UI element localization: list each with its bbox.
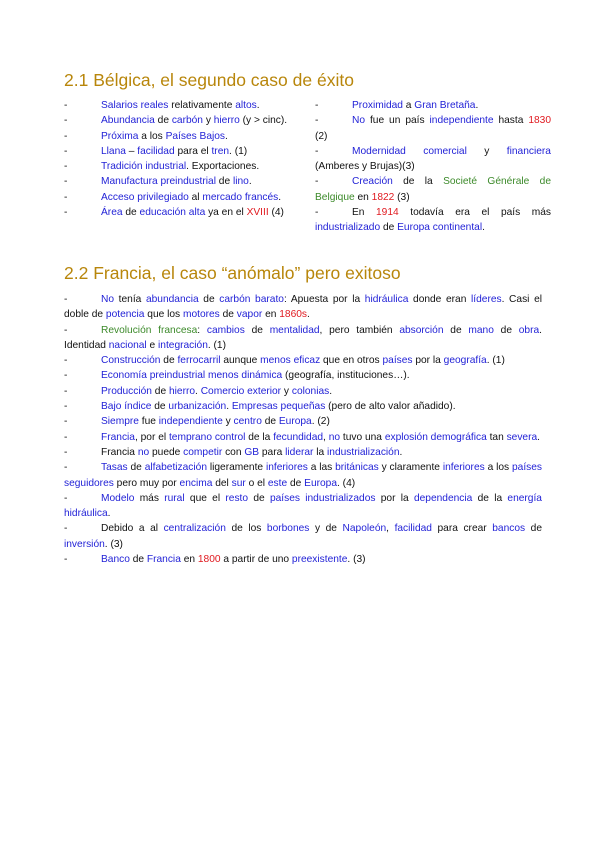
text-run: de <box>127 462 145 474</box>
text-run: En <box>352 207 377 219</box>
text-run: de <box>151 385 169 397</box>
bullet-text <box>64 131 228 142</box>
text-run: fecundidad <box>273 431 324 443</box>
text-run: de <box>380 222 398 234</box>
text-run: resto <box>225 492 249 504</box>
bullet-item <box>64 399 542 414</box>
text-run: Acceso privilegiado <box>101 191 189 203</box>
text-run: altos <box>235 100 257 111</box>
text-run: Creación <box>352 176 393 188</box>
text-run: integración <box>158 339 208 351</box>
bullet-dash: - <box>64 100 68 111</box>
bullet-dash: - <box>64 294 68 305</box>
text-run: a <box>402 100 415 111</box>
belgica-left-column <box>64 98 305 220</box>
bullet-text <box>64 100 260 111</box>
text-run: países <box>382 355 413 367</box>
text-run: Área <box>101 207 123 219</box>
text-run: Comercio exterior <box>200 385 282 397</box>
text-run: ligeramente <box>207 462 266 474</box>
text-run: 1830 <box>528 115 551 127</box>
bullet-dash: - <box>315 100 319 111</box>
text-run: de <box>215 176 233 188</box>
text-run: dependencia <box>413 492 473 504</box>
bullet-text <box>64 447 402 458</box>
text-run: Europa continental <box>397 222 483 234</box>
text-run: explosión demográfica <box>384 431 487 443</box>
text-run: y <box>281 385 292 397</box>
text-run: financiera <box>506 145 551 157</box>
text-run: al <box>188 191 203 203</box>
bullet-dash: - <box>64 385 68 397</box>
text-run: potencia <box>105 309 145 321</box>
text-run: de <box>244 324 270 336</box>
text-run: . <box>226 401 232 413</box>
text-run: industrializado <box>315 222 381 234</box>
text-run: Abundancia <box>101 115 155 127</box>
text-run: Tradición industrial <box>101 161 187 173</box>
bullet-text <box>64 554 366 565</box>
text-run: vapor <box>236 309 263 321</box>
text-run: tan <box>486 431 507 443</box>
text-run: Economía preindustrial menos dinámica <box>101 370 283 382</box>
text-run: Debido a al <box>101 523 164 535</box>
text-run: . Identidad <box>64 324 542 351</box>
text-run: Francia <box>146 554 181 566</box>
section-heading-belgica: 2.1 Bélgica, el segundo caso de éxito <box>64 70 354 90</box>
text-run: : <box>197 324 207 336</box>
text-run: de <box>493 324 519 336</box>
section-heading-francia: 2.2 Francia, el caso “anómalo” pero exitoso <box>64 263 401 283</box>
text-run: . (3) <box>347 554 366 566</box>
text-run: . (1) <box>229 145 248 157</box>
text-run: alfabetización <box>144 462 207 474</box>
text-run: fue un país <box>365 115 430 127</box>
bullet-dash: - <box>64 446 68 458</box>
bullet-text <box>64 176 252 187</box>
text-run: que los <box>144 309 183 321</box>
text-run: rural <box>164 492 185 504</box>
text-run: y <box>466 145 507 157</box>
bullet-item <box>64 98 305 113</box>
bullet-dash: - <box>64 492 68 504</box>
text-run: países seguidores <box>64 462 542 489</box>
bullet-item <box>64 113 305 128</box>
text-run: (geografía, instituciones…). <box>282 370 410 382</box>
bullet-item <box>315 98 551 113</box>
text-run: no <box>328 431 341 443</box>
text-run: centro <box>233 416 262 428</box>
text-run: inferiores <box>442 462 485 474</box>
text-run: aunque <box>220 355 261 367</box>
text-run: . Exportaciones. <box>186 161 260 173</box>
bullet-item <box>315 205 551 236</box>
text-run: Bajo índice <box>101 401 152 413</box>
text-run: . <box>475 100 479 111</box>
bullet-dash: - <box>64 176 68 188</box>
text-run: no <box>137 446 150 458</box>
bullet-dash: - <box>64 161 68 173</box>
text-run: . <box>107 508 111 520</box>
text-run: donde eran <box>408 294 472 305</box>
text-run: educación alta <box>139 207 206 219</box>
text-run: Revolución francesa <box>101 324 198 336</box>
bullet-text <box>315 100 478 111</box>
text-run: . <box>195 385 201 397</box>
text-run: sur <box>231 477 246 489</box>
text-run: la <box>313 446 328 458</box>
text-run: tuvo una <box>340 431 385 443</box>
bullet-item <box>64 430 542 445</box>
text-run: . (1) <box>486 355 505 367</box>
text-run: obra <box>518 324 540 336</box>
bullet-dash: - <box>64 207 68 219</box>
text-run: a partir de uno <box>220 554 292 566</box>
text-run: inferiores <box>265 462 308 474</box>
bullet-text <box>64 386 332 397</box>
text-run: Próxima <box>101 130 139 142</box>
francia-bullet-list <box>64 292 542 567</box>
bullet-text <box>64 355 505 366</box>
text-run: que en otros <box>320 355 383 367</box>
text-run: de los <box>225 523 267 535</box>
text-run: . <box>256 100 260 111</box>
bullet-item <box>315 113 551 144</box>
text-run: (Amberes y Brujas)(3) <box>315 161 415 173</box>
bullet-item <box>64 129 305 144</box>
bullet-text <box>64 523 542 549</box>
bullet-text <box>64 115 287 126</box>
text-run: en <box>262 309 280 321</box>
text-run: de <box>122 207 140 219</box>
text-run: Societé Générale de Belgique <box>315 176 551 203</box>
bullet-item <box>64 190 305 205</box>
bullet-dash: - <box>64 416 68 428</box>
bullet-dash: - <box>64 355 68 367</box>
text-run: No <box>101 294 115 305</box>
text-run: . (2) <box>311 416 330 428</box>
text-run: temprano control <box>168 431 246 443</box>
text-run: competir <box>183 446 223 458</box>
bullet-item <box>64 414 542 429</box>
bullet-dash: - <box>64 523 68 535</box>
text-run: hierro <box>168 385 196 397</box>
bullet-text <box>315 115 551 141</box>
bullet-item <box>315 174 551 205</box>
text-run: del <box>212 477 232 489</box>
bullet-dash: - <box>315 115 319 127</box>
text-run: independiente <box>158 416 223 428</box>
bullet-item <box>64 174 305 189</box>
text-run: para el <box>174 145 212 157</box>
bullet-item <box>64 368 542 383</box>
bullet-item <box>64 353 542 368</box>
text-run: Europa <box>278 416 312 428</box>
text-run: todavía era el país más <box>398 207 551 219</box>
text-run: . <box>399 446 403 458</box>
text-run: industrialización <box>327 446 400 458</box>
text-run: o el <box>245 477 268 489</box>
text-run: ya en el <box>205 207 247 219</box>
bullet-item <box>64 445 542 460</box>
text-run: e <box>146 339 159 351</box>
text-run: . (3) <box>104 538 123 550</box>
text-run: Francia <box>101 446 138 458</box>
text-run: y <box>202 115 214 127</box>
text-run: nacional <box>108 339 147 351</box>
text-run: mano <box>468 324 494 336</box>
text-run: , <box>386 523 395 535</box>
text-run: países industrializados <box>269 492 376 504</box>
text-run: – <box>125 145 138 157</box>
bullet-dash: - <box>315 145 319 157</box>
text-run: . <box>248 176 252 188</box>
text-run: mercado francés <box>202 191 279 203</box>
bullet-item <box>64 460 542 491</box>
bullet-text <box>64 432 540 443</box>
text-run: Construcción <box>101 355 161 367</box>
text-run: motores <box>182 309 220 321</box>
text-run: a los <box>138 130 166 142</box>
text-run: líderes <box>471 294 502 305</box>
text-run: bancos <box>492 523 526 535</box>
text-run: Llana <box>101 145 126 157</box>
text-run: mentalidad <box>269 324 320 336</box>
text-run: relativamente <box>168 100 236 111</box>
text-run: : Apuesta por la <box>283 294 365 305</box>
bullet-text <box>64 294 542 320</box>
text-run: XVIII <box>246 207 269 219</box>
text-run: que el <box>184 492 226 504</box>
text-run: cambios <box>206 324 245 336</box>
text-run: en <box>354 191 372 203</box>
bullet-item <box>64 205 305 220</box>
text-run: Gran Bretaña <box>414 100 476 111</box>
text-run: . <box>225 130 228 142</box>
text-run: absorción <box>399 324 444 336</box>
text-run: y claramente <box>378 462 443 474</box>
text-run: para <box>259 446 286 458</box>
text-run: en <box>180 554 198 566</box>
text-run: , por el <box>134 431 169 443</box>
bullet-text <box>64 401 456 412</box>
text-run: tenía <box>114 294 146 305</box>
text-run: hasta <box>493 115 529 127</box>
text-run: facilidad <box>394 523 432 535</box>
text-run: energía hidráulica <box>64 492 542 520</box>
text-run: abundancia <box>145 294 199 305</box>
bullet-item <box>64 384 542 399</box>
bullet-text <box>315 207 551 233</box>
bullet-text <box>315 146 551 172</box>
text-run: hierro <box>213 115 240 127</box>
text-run: 1860s <box>279 309 308 321</box>
text-run: menos eficaz <box>260 355 321 367</box>
text-run: Europa <box>304 477 338 489</box>
bullet-dash: - <box>64 462 68 474</box>
bullet-text <box>64 462 542 488</box>
text-run: y <box>222 416 234 428</box>
bullet-dash: - <box>64 130 68 142</box>
text-run: de <box>129 554 147 566</box>
text-run: más <box>134 492 165 504</box>
bullet-text <box>64 325 542 351</box>
text-run: No <box>352 115 366 127</box>
text-run: , pero también <box>319 324 400 336</box>
text-run: Modelo <box>101 492 135 504</box>
text-run: de <box>198 294 220 305</box>
bullet-item <box>64 552 542 567</box>
bullet-text <box>64 493 542 519</box>
text-run: de la <box>472 492 508 504</box>
text-run: Siempre <box>101 416 139 428</box>
bullet-dash: - <box>64 115 68 127</box>
bullet-item <box>315 144 551 175</box>
bullet-text <box>315 176 551 202</box>
text-run: de <box>248 492 270 504</box>
bullet-dash: - <box>64 431 68 443</box>
text-run: . <box>537 431 540 443</box>
text-run: . <box>278 191 282 203</box>
bullet-dash: - <box>64 145 68 157</box>
bullet-item <box>64 144 305 159</box>
text-run: de <box>151 401 169 413</box>
text-run: . (4) <box>337 477 356 489</box>
text-run: con <box>222 446 245 458</box>
text-run: tren <box>211 145 230 157</box>
text-run: facilidad <box>137 145 175 157</box>
bullet-item <box>64 159 305 174</box>
text-run: inversión <box>64 538 105 550</box>
text-run: a los <box>484 462 512 474</box>
text-run: de <box>160 355 178 367</box>
text-run: . Casi el doble de <box>64 294 542 321</box>
text-run: 1822 <box>371 191 395 203</box>
text-run: 1800 <box>197 554 221 566</box>
text-run: británicas <box>335 462 379 474</box>
text-run: independiente <box>429 115 494 127</box>
bullet-text <box>64 161 259 172</box>
bullet-dash: - <box>64 401 68 413</box>
bullet-dash: - <box>64 191 68 203</box>
text-run: lino <box>232 176 249 188</box>
text-run: puede <box>149 446 184 458</box>
text-run: (pero de alto valor añadido). <box>325 401 456 413</box>
bullet-dash: - <box>64 370 68 382</box>
bullet-dash: - <box>64 324 68 336</box>
text-run: centralización <box>163 523 226 535</box>
bullet-text <box>64 192 281 203</box>
text-run: borbones <box>266 523 310 535</box>
text-run: . <box>482 222 485 234</box>
bullet-dash: - <box>64 554 68 566</box>
text-run: ferrocarril <box>177 355 221 367</box>
bullet-dash: - <box>315 207 319 219</box>
text-run: (4) <box>268 207 284 219</box>
text-run: hidráulica <box>364 294 409 305</box>
bullet-text <box>64 207 284 218</box>
text-run: Modernidad comercial <box>352 145 467 157</box>
text-run: este <box>267 477 288 489</box>
text-run: de la <box>245 431 274 443</box>
text-run: de <box>287 477 305 489</box>
text-run: preexistente <box>291 554 348 566</box>
text-run: de <box>443 324 469 336</box>
text-run: a las <box>307 462 336 474</box>
bullet-text <box>64 370 410 381</box>
text-run: pero muy por <box>113 477 180 489</box>
text-run: Proximidad <box>352 100 403 111</box>
text-run: carbón <box>171 115 203 127</box>
text-run: liderar <box>285 446 314 458</box>
text-run: Manufactura preindustrial <box>101 176 216 188</box>
bullet-item <box>64 292 542 323</box>
text-run: , <box>323 431 329 443</box>
text-run: . <box>329 385 333 397</box>
bullet-text <box>64 416 330 427</box>
text-run: Empresas pequeñas <box>231 401 326 413</box>
text-run: (y > cinc). <box>239 115 288 127</box>
text-run: Países Bajos <box>165 130 226 142</box>
bullet-dash: - <box>315 176 319 188</box>
text-run: geografía <box>443 355 487 367</box>
text-run: carbón barato <box>219 294 284 305</box>
text-run: para crear <box>431 523 493 535</box>
text-run: Producción <box>101 385 152 397</box>
text-run: 1914 <box>376 207 399 219</box>
text-run: severa <box>506 431 538 443</box>
text-run: de <box>261 416 279 428</box>
text-run: por la <box>375 492 414 504</box>
bullet-item <box>64 491 542 522</box>
text-run: de <box>525 523 543 535</box>
text-run: por la <box>412 355 444 367</box>
text-run: Napoleón <box>342 523 387 535</box>
bullet-item <box>64 521 542 552</box>
text-run: urbanización <box>168 401 227 413</box>
bullet-item <box>64 323 542 354</box>
bullet-text <box>64 146 247 157</box>
text-run: Banco <box>101 554 130 566</box>
text-run: de <box>154 115 172 127</box>
text-run: de la <box>392 176 444 188</box>
belgica-right-column <box>315 98 551 236</box>
text-run: (3) <box>394 191 410 203</box>
text-run: fue <box>138 416 159 428</box>
text-run: . <box>307 309 310 321</box>
text-run: Tasas <box>101 462 128 474</box>
text-run: Salarios reales <box>101 100 169 111</box>
text-run: (2) <box>315 130 328 142</box>
text-run: . (1) <box>207 339 226 351</box>
text-run: de <box>219 309 237 321</box>
text-run: colonias <box>291 385 330 397</box>
text-run: y de <box>309 523 343 535</box>
text-run: encima <box>179 477 213 489</box>
text-run: GB <box>244 446 260 458</box>
text-run: Francia <box>101 431 135 443</box>
